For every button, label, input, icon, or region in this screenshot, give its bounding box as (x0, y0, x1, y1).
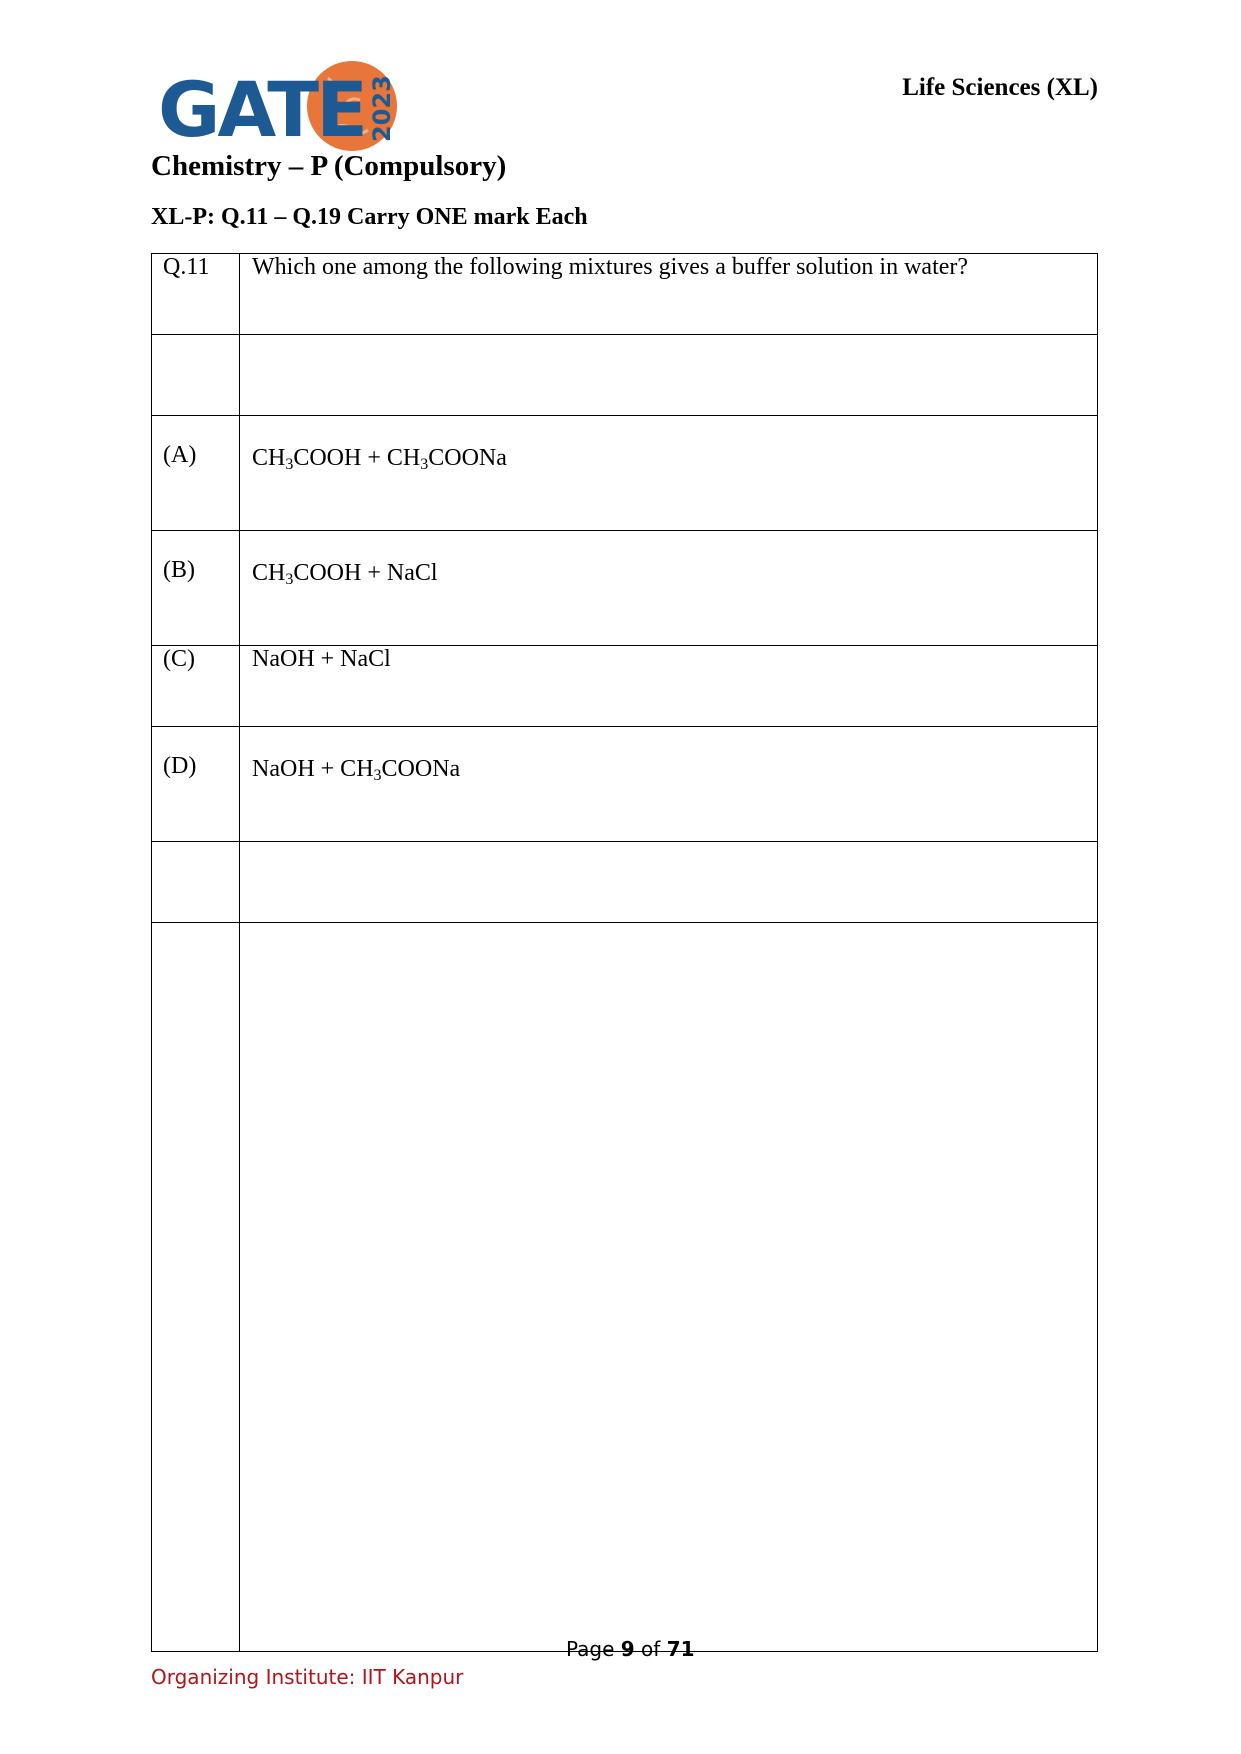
question-row (152, 254, 1098, 335)
solution-space-row (152, 923, 1098, 1652)
option-row-c (152, 646, 1098, 727)
option-label: (A) (152, 416, 240, 531)
option-text: NaOH + $CH_3COONa$ (240, 727, 1098, 842)
blank-row (152, 335, 1098, 416)
logo-text: GATE (158, 65, 366, 154)
option-text: NaOH + NaCl (240, 646, 1098, 727)
option-row-d (152, 727, 1098, 842)
marks-subtitle: XL-P: Q.11 – Q.19 Carry ONE mark Each (151, 204, 588, 230)
option-row-a (152, 416, 1098, 531)
option-label: (C) (152, 646, 240, 727)
subject-header: Life Sciences (XL) (902, 74, 1098, 101)
section-title: Chemistry – P (Compulsory) (151, 150, 507, 182)
option-text: $CH_3COOH$ + NaCl (240, 531, 1098, 646)
gate-2023-logo (158, 58, 398, 154)
option-label: (D) (152, 727, 240, 842)
option-row-b (152, 531, 1098, 646)
blank-row (152, 842, 1098, 923)
organizer-text: Organizing Institute: IIT Kanpur (151, 1665, 464, 1689)
gate-logo-graphic (158, 58, 398, 154)
option-label: (B) (152, 531, 240, 646)
option-text: $CH_3COOH$ + $CH_3COONa$ (240, 416, 1098, 531)
page-number: Page 9 of 71 (566, 1637, 695, 1661)
question-table (151, 253, 1098, 1652)
logo-year: 2023 (368, 75, 396, 142)
question-number: Q.11 (152, 254, 240, 335)
question-text: Which one among the following mixtures gives a buffer solution in water? (240, 254, 1098, 335)
